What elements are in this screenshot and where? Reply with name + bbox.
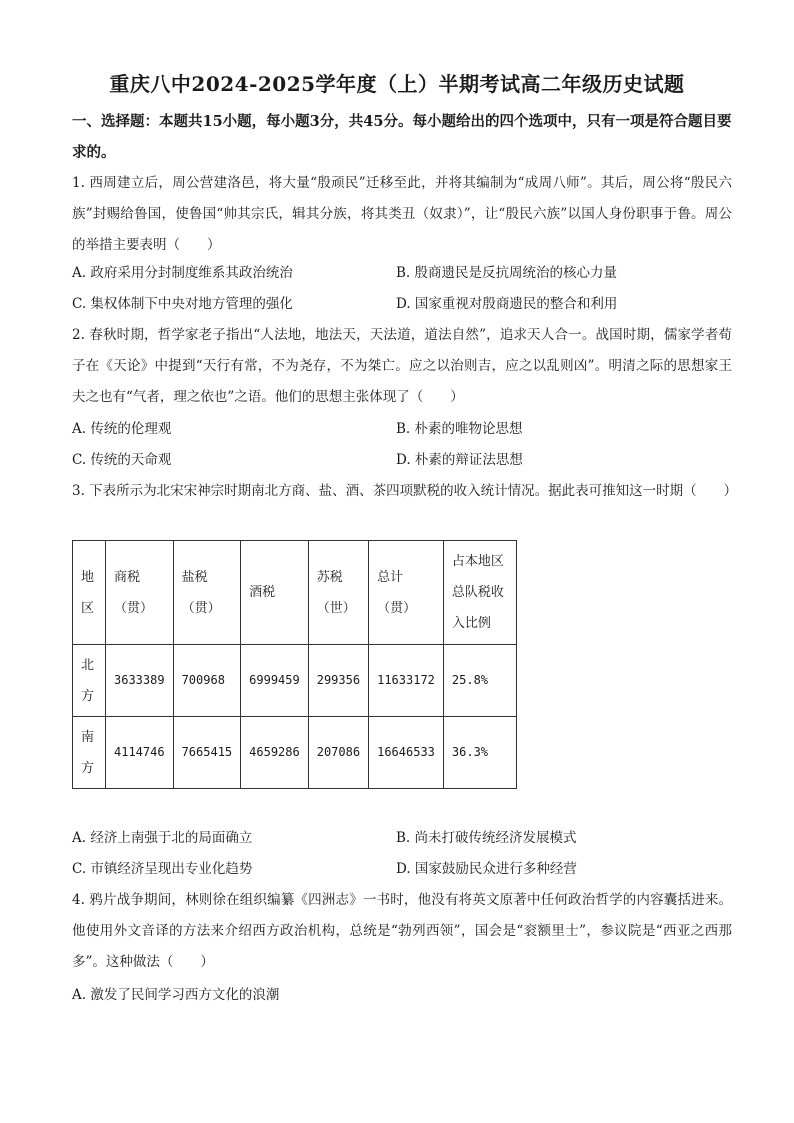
question-2-options [72,414,732,476]
table-cell: 3633389 [106,645,174,717]
question-3-stem: 3. 下表所示为北宋宋神宗时期南北方商、盐、酒、茶四项默税的收入统计情况。据此表可推知这一时期（ ） [72,483,738,499]
table-header-cell: 商税（贯） [106,541,174,645]
table-cell: 4114746 [106,717,174,789]
section-header: 一、选择题：本题共15小题，每小题3分，共45分。每小题给出的四个选项中，只有一项是符合题目要求的。 [72,113,732,161]
table-cell: 7665415 [173,717,241,789]
table-cell: 299356 [308,645,368,717]
question-3-option-a: A. 经济上南强于北的局面确立 [72,830,253,846]
table-cell: 25.8% [443,645,516,717]
question-2-option-c: C. 传统的天命观 [72,452,172,468]
table-cell: 4659286 [241,717,309,789]
table-header-cell: 总计（贯） [369,541,444,645]
table-cell-region: 北方 [73,645,106,717]
question-1-option-a: A. 政府采用分封制度维系其政治统治 [72,265,293,281]
question-4-stem: 4. 鸦片战争期间，林则徐在组织编纂《四洲志》一书时，他没有将英文原著中任何政治哲学的内容囊括进来。他使用外文音译的方法来介绍西方政治机构，总统是“勃列西领”，国会是“衮额里士”，参议院是“西亚之西那多”。这种做法（ ） [72,892,732,970]
question-3-option-b: B. 尚未打破传统经济发展模式 [396,830,577,846]
table-header-cell: 酒税 [241,541,309,645]
question-2-option-b: B. 朴素的唯物论思想 [396,421,523,437]
question-1-option-c: C. 集权体制下中央对地方管理的强化 [72,296,293,312]
question-4-option-a: A. 激发了民间学习西方文化的浪潮 [72,987,280,1003]
table-cell: 11633172 [369,645,444,717]
table-header-cell: 苏税（世） [308,541,368,645]
question-1-options [72,258,732,320]
table-cell: 36.3% [443,717,516,789]
table-header-cell: 占本地区总队税收入比例 [443,541,516,645]
table-row [73,645,517,717]
tax-table [72,540,517,789]
question-2-stem: 2. 春秋时期，哲学家老子指出“人法地，地法天，天法道，道法自然”，追求天人合一。战国时期，儒家学者荀子在《天论》中提到“天行有常，不为尧存，不为桀亡。应之以治则吉，应之以乱则凶”。明清之际的思想家王夫之也有“气者，理之依也”之语。他们的思想主张体现了（ ） [72,327,732,405]
table-cell: 16646533 [369,717,444,789]
question-1-option-b: B. 殷商遗民是反抗周统治的核心力量 [396,265,618,281]
table-header-cell: 盐税（贯） [173,541,241,645]
table-row [73,717,517,789]
table-header-cell: 地区 [73,541,106,645]
table-cell: 207086 [308,717,368,789]
question-3-option-d: D. 国家鼓励民众进行多种经营 [396,861,577,877]
table-cell: 6999459 [241,645,309,717]
table-cell: 700968 [173,645,241,717]
question-2-option-a: A. 传统的伦理观 [72,421,172,437]
question-2-option-d: D. 朴素的辩证法思想 [396,452,523,468]
question-3-options [72,823,732,885]
question-1-option-d: D. 国家重视对殷商遗民的整合和利用 [396,296,618,312]
table-header-row [73,541,517,645]
table-cell-region: 南方 [73,717,106,789]
exam-title: 重庆八中2024-2025学年度（上）半期考试高二年级历史试题 [109,72,685,96]
question-4-options [72,980,732,1011]
question-1-stem: 1. 西周建立后，周公营建洛邑，将大量“殷顽民”迁移至此，并将其编制为“成周八师”。其后，周公将“殷民六族”封赐给鲁国，使鲁国“帅其宗氏，辑其分族，将其类丑（奴隶）”，让“殷民六族”以国人身份职事于鲁。周公的举措主要表明（ ） [72,175,732,253]
question-3-option-c: C. 市镇经济呈现出专业化趋势 [72,861,253,877]
